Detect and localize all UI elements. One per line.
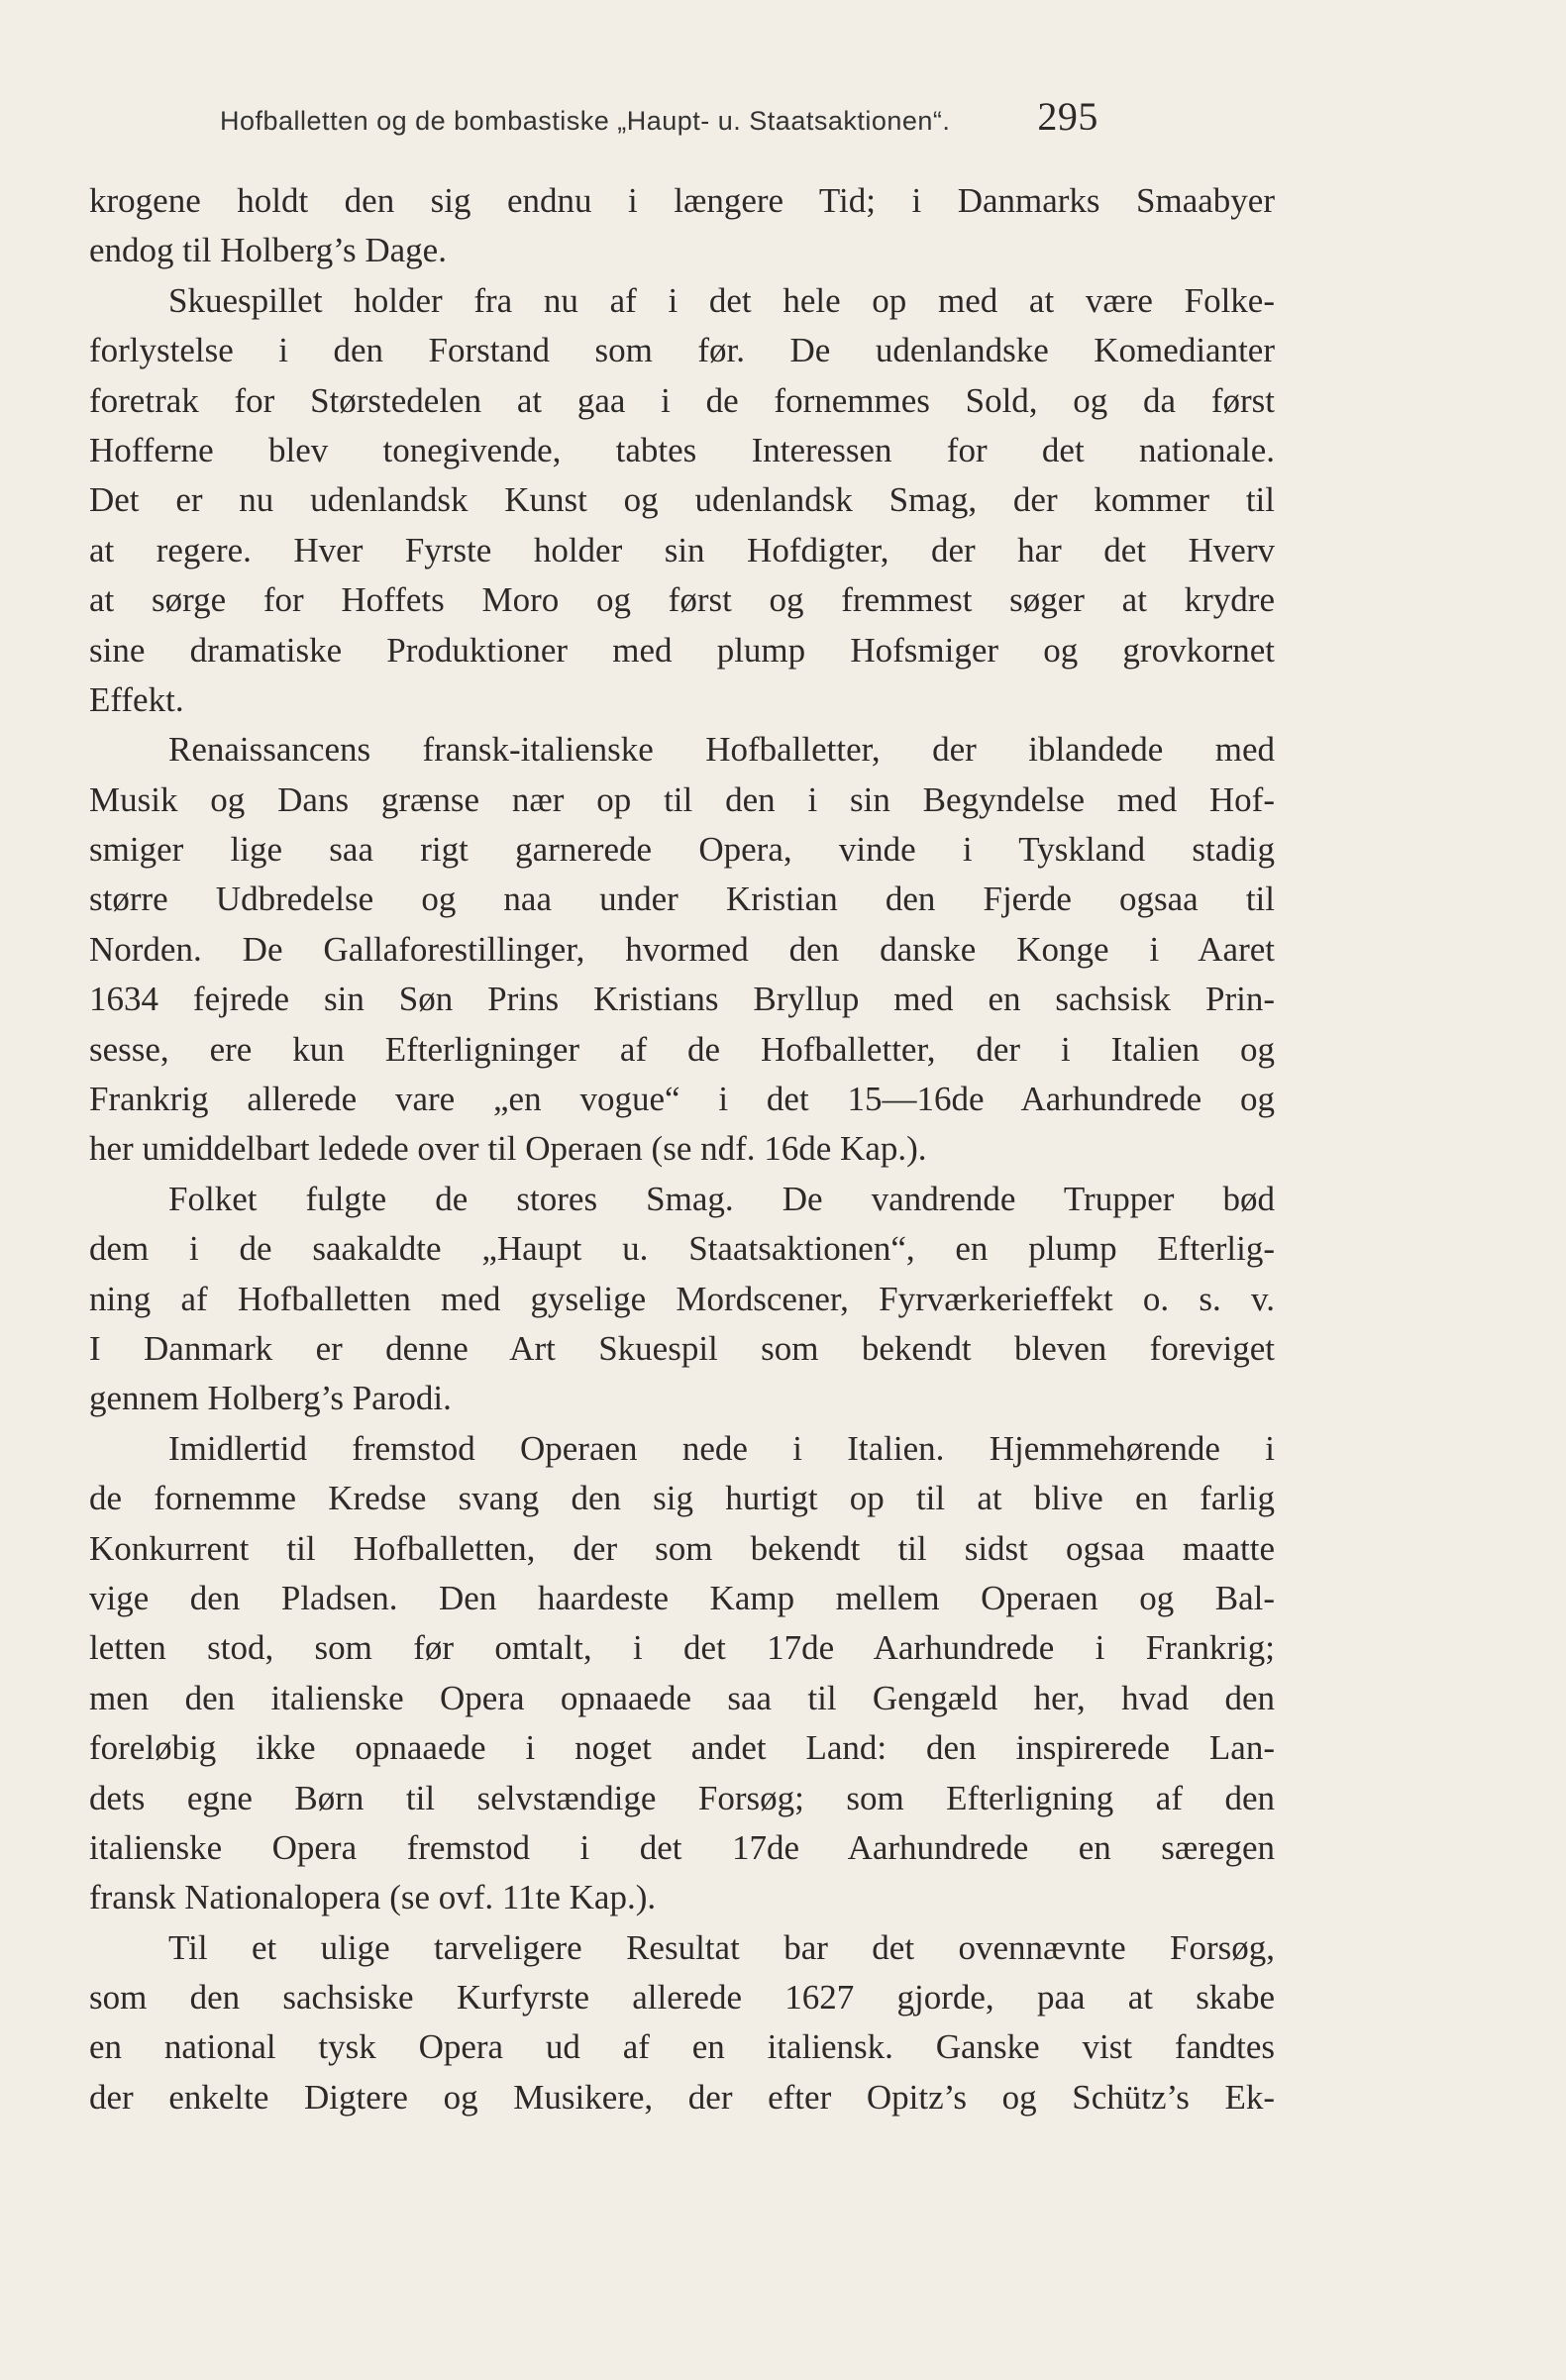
text-line: større Udbredelse og naa under Kristian den Fjerde ogsaa til xyxy=(89,880,1275,919)
text-line: vige den Pladsen. Den haardeste Kamp mellem Operaen og Bal- xyxy=(89,1578,1275,1617)
paragraph xyxy=(89,1175,1275,1424)
text-line: Musik og Dans grænse nær op til den i sin Begyndelse med Hof- xyxy=(89,779,1275,819)
running-head xyxy=(220,93,1280,141)
text-line: her umiddelbart ledede over til Operaen (se ndf. 16de Kap.). xyxy=(89,1129,927,1169)
text-line: at sørge for Hoffets Moro og først og fremmest søger at krydre xyxy=(89,580,1275,620)
text-line: krogene holdt den sig endnu i længere Tid; i Danmarks Smaabyer xyxy=(89,181,1275,220)
text-line: sine dramatiske Produktioner med plump Hofsmiger og grovkornet xyxy=(89,630,1275,670)
text-line: Hofferne blev tonegivende, tabtes Interessen for det nationale. xyxy=(89,430,1275,469)
paragraph xyxy=(89,276,1275,726)
page-number: 295 xyxy=(1037,94,1098,139)
text-line: Norden. De Gallaforestillinger, hvormed den danske Konge i Aaret xyxy=(89,929,1275,969)
running-title: Hofballetten og de bombastiske „Haupt- u. Staatsaktionen“. xyxy=(220,106,951,136)
text-line: Imidlertid fremstod Operaen nede i Italien. Hjemmehørende i xyxy=(168,1428,1275,1468)
text-line: ning af Hofballetten med gyselige Mordscener, Fyrværkerieffekt o. s. v. xyxy=(89,1279,1275,1318)
text-line: Konkurrent til Hofballetten, der som bekendt til sidst ogsaa maatte xyxy=(89,1528,1275,1568)
text-line: gennem Holberg’s Parodi. xyxy=(89,1379,452,1418)
text-line: foretrak for Størstedelen at gaa i de fornemmes Sold, og da først xyxy=(89,380,1275,420)
paragraph xyxy=(89,1424,1275,1923)
text-line: I Danmark er denne Art Skuespil som bekendt bleven foreviget xyxy=(89,1328,1275,1368)
text-line: Renaissancens fransk-italienske Hofballetter, der iblandede med xyxy=(168,730,1275,770)
text-line: Frankrig allerede vare „en vogue“ i det 15—16de Aarhundrede og xyxy=(89,1080,1275,1119)
text-line: de fornemme Kredse svang den sig hurtigt op til at blive en farlig xyxy=(89,1479,1275,1518)
text-line: som den sachsiske Kurfyrste allerede 1627 gjorde, paa at skabe xyxy=(89,1978,1275,2018)
text-line: italienske Opera fremstod i det 17de Aarhundrede en særegen xyxy=(89,1827,1275,1867)
text-line: letten stod, som før omtalt, i det 17de Aarhundrede i Frankrig; xyxy=(89,1628,1275,1668)
paragraph xyxy=(89,1923,1275,2123)
text-line: smiger lige saa rigt garnerede Opera, vinde i Tyskland stadig xyxy=(89,830,1275,870)
text-line: men den italienske Opera opnaaede saa til Gengæld her, hvad den xyxy=(89,1678,1275,1717)
text-line: foreløbig ikke opnaaede i noget andet Land: den inspirerede Lan- xyxy=(89,1728,1275,1768)
body-text xyxy=(89,176,1275,2122)
text-line: at regere. Hver Fyrste holder sin Hofdigter, der har det Hverv xyxy=(89,530,1275,569)
text-line: forlystelse i den Forstand som før. De udenlandske Komedianter xyxy=(89,331,1275,370)
text-line: Effekt. xyxy=(89,679,184,719)
paragraph xyxy=(89,176,1275,276)
text-line: Folket fulgte de stores Smag. De vandrende Trupper bød xyxy=(168,1179,1275,1218)
text-line: 1634 fejrede sin Søn Prins Kristians Bryllup med en sachsisk Prin- xyxy=(89,980,1275,1019)
text-line: fransk Nationalopera (se ovf. 11te Kap.). xyxy=(89,1878,657,1917)
text-line: sesse, ere kun Efterligninger af de Hofballetter, der i Italien og xyxy=(89,1029,1275,1069)
text-line: en national tysk Opera ud af en italiensk. Ganske vist fandtes xyxy=(89,2027,1275,2067)
text-line: dem i de saakaldte „Haupt u. Staatsaktionen“, en plump Efterlig- xyxy=(89,1229,1275,1269)
paragraph xyxy=(89,725,1275,1175)
text-line: dets egne Børn til selvstændige Forsøg; som Efterligning af den xyxy=(89,1778,1275,1817)
text-line: Skuespillet holder fra nu af i det hele op med at være Folke- xyxy=(168,280,1275,320)
text-line: endog til Holberg’s Dage. xyxy=(89,231,447,270)
text-line: Til et ulige tarveligere Resultat bar det ovennævnte Forsøg, xyxy=(168,1927,1275,1967)
text-line: Det er nu udenlandsk Kunst og udenlandsk Smag, der kommer til xyxy=(89,480,1275,520)
text-line: der enkelte Digtere og Musikere, der efter Opitz’s og Schütz’s Ek- xyxy=(89,2077,1275,2117)
